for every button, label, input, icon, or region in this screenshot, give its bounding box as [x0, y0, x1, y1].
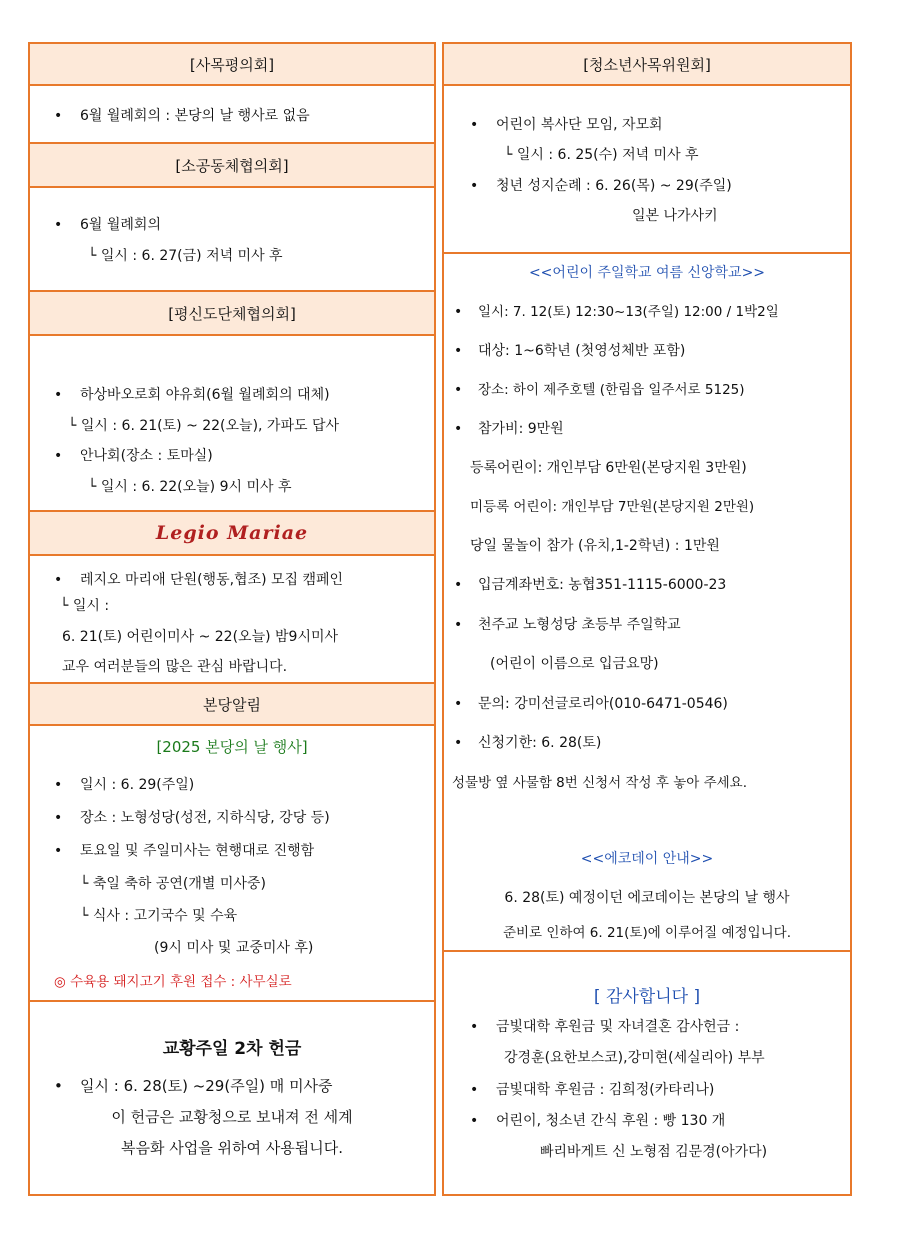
parish-day-sub-3: (9시 미사 및 교중미사 후) [154, 940, 314, 956]
summer-school-fee-water: 당일 물놀이 참가 (유치,1-2학년) : 1만원 [470, 538, 720, 554]
legio-header [30, 510, 434, 556]
summer-school-place: 장소: 하이 제주호텔 (한림읍 일주서로 5125) [478, 382, 745, 398]
bullet: • [54, 217, 63, 233]
summer-school-title: <<어린이 주일학교 여름 신앙학교>> [528, 265, 766, 281]
parish-day-sub-2: └ 식사 : 고기국수 및 수육 [80, 908, 238, 924]
legio-item: 레지오 마리애 단원(행동,협조) 모집 캠페인 [80, 572, 344, 588]
summer-school-fee-registered: 등록어린이: 개인부담 6만원(본당지원 3만원) [470, 460, 747, 476]
summer-school-note: 성물방 옆 사물함 8번 신청서 작성 후 놓아 주세요. [452, 775, 747, 791]
thanks-item-1: 금빛대학 후원금 및 자녀결혼 감사헌금 : [496, 1019, 740, 1035]
pork-donation-notice: ◎ 수육용 돼지고기 후원 접수 : 사무실로 [54, 974, 292, 990]
bullet: • [54, 572, 63, 588]
pastoral-council-item: 6월 월례회의 : 본당의 날 행사로 없음 [80, 108, 310, 124]
summer-school-deadline: 신청기한: 6. 28(토) [478, 735, 602, 751]
youth-item-2-sub: 일본 나가사키 [632, 208, 718, 224]
laity-item-2: 안나회(장소 : 토마실) [80, 448, 213, 464]
pope-collection-date: 일시 : 6. 28(토) ~29(주일) 매 미사중 [80, 1077, 333, 1095]
thanks-item-3: 어린이, 청소년 간식 후원 : 빵 130 개 [496, 1113, 726, 1129]
summer-school-account: 입금계좌번호: 농협351-1115-6000-23 [478, 577, 727, 593]
thanks-item-3-sub: 빠리바게트 신 노형점 김문경(아가다) [540, 1144, 768, 1160]
laity-item-1-sub: └ 일시 : 6. 21(토) ~ 22(오늘), 가파도 답사 [68, 418, 340, 434]
laity-header: [평신도단체협의회] [30, 290, 434, 336]
thanks-title: [ 감사합니다 ] [593, 987, 701, 1007]
bullet: • [470, 1082, 479, 1098]
bullet: • [54, 843, 63, 859]
summer-school-fee-unregistered: 미등록 어린이: 개인부담 7만원(본당지원 2만원) [470, 499, 755, 515]
ecoday-title: <<에코데이 안내>> [580, 851, 714, 867]
pope-collection-line-2: 이 헌금은 교황청으로 보내져 전 세계 [111, 1108, 353, 1126]
laity-item-1: 하상바오로회 야유회(6월 월례회의 대체) [80, 387, 330, 403]
summer-school-contact: 문의: 강미선글로리아(010-6471-0546) [478, 696, 728, 712]
right-column [442, 42, 852, 1196]
youth-header: [청소년사목위원회] [444, 44, 850, 86]
legio-line-2: └ 일시 : [60, 598, 110, 614]
summer-school-fee: 참가비: 9만원 [478, 421, 564, 437]
bullet: • [454, 343, 463, 359]
bullet: • [454, 617, 463, 633]
summer-school-account-note: (어린이 이름으로 입금요망) [490, 656, 659, 672]
bullet: • [54, 108, 63, 124]
legio-mariae-logo: Legio Mariae [155, 522, 309, 544]
legio-line-4: 교우 여러분들의 많은 관심 바랍니다. [62, 659, 288, 675]
divider [444, 252, 850, 254]
bullet: • [470, 1113, 479, 1129]
summer-school-account-name: 천주교 노형성당 초등부 주일학교 [478, 617, 681, 633]
bullet: • [54, 387, 63, 403]
parish-day-date: 일시 : 6. 29(주일) [80, 777, 195, 793]
small-community-sub: └ 일시 : 6. 27(금) 저녁 미사 후 [88, 248, 283, 264]
divider [30, 1000, 434, 1002]
parish-day-mass: 토요일 및 주일미사는 현행대로 진행함 [80, 843, 315, 859]
youth-item-1: 어린이 복사단 모임, 자모회 [496, 117, 663, 133]
bullet: • [470, 1019, 479, 1035]
bullet: • [454, 577, 463, 593]
parish-day-title: [2025 본당의 날 행사] [156, 738, 308, 756]
summer-school-date: 일시: 7. 12(토) 12:30~13(주일) 12:00 / 1박2일 [478, 304, 779, 320]
parish-notice-header: 본당알림 [30, 682, 434, 726]
pastoral-council-header: [사목평의회] [30, 44, 434, 86]
thanks-item-1-sub: 강경훈(요한보스코),강미현(세실리아) 부부 [504, 1050, 765, 1066]
bullet: • [54, 810, 63, 826]
bullet: • [470, 178, 479, 194]
parish-day-place: 장소 : 노형성당(성전, 지하식당, 강당 등) [80, 810, 330, 826]
divider [444, 950, 850, 952]
bullet: • [454, 304, 463, 320]
summer-school-target: 대상: 1~6학년 (첫영성체반 포함) [478, 343, 686, 359]
thanks-item-2: 금빛대학 후원금 : 김희정(카타리나) [496, 1082, 715, 1098]
youth-item-1-sub: └ 일시 : 6. 25(수) 저녁 미사 후 [504, 147, 699, 163]
bullet: • [54, 777, 63, 793]
legio-line-3: 6. 21(토) 어린이미사 ~ 22(오늘) 밤9시미사 [62, 629, 339, 645]
small-community-item: 6월 월례회의 [80, 217, 161, 233]
bullet: • [454, 696, 463, 712]
bullet: • [454, 421, 463, 437]
ecoday-line-1: 6. 28(토) 예정이던 에코데이는 본당의 날 행사 [504, 890, 790, 906]
pope-collection-line-3: 복음화 사업을 위하여 사용됩니다. [121, 1139, 343, 1157]
pope-collection-title: 교황주일 2차 헌금 [162, 1039, 302, 1059]
laity-item-2-sub: └ 일시 : 6. 22(오늘) 9시 미사 후 [88, 479, 292, 495]
bullet: • [454, 382, 463, 398]
youth-item-2: 청년 성지순례 : 6. 26(목) ~ 29(주일) [496, 178, 732, 194]
small-community-header: [소공동체협의회] [30, 142, 434, 188]
bullet: • [470, 117, 479, 133]
bullet: • [54, 1077, 63, 1095]
ecoday-line-2: 준비로 인하여 6. 21(토)에 이루어질 예정입니다. [502, 925, 792, 941]
bullet: • [454, 735, 463, 751]
bullet: • [54, 448, 63, 464]
left-column [28, 42, 436, 1196]
parish-day-sub-1: └ 축일 축하 공연(개별 미사중) [80, 876, 266, 892]
